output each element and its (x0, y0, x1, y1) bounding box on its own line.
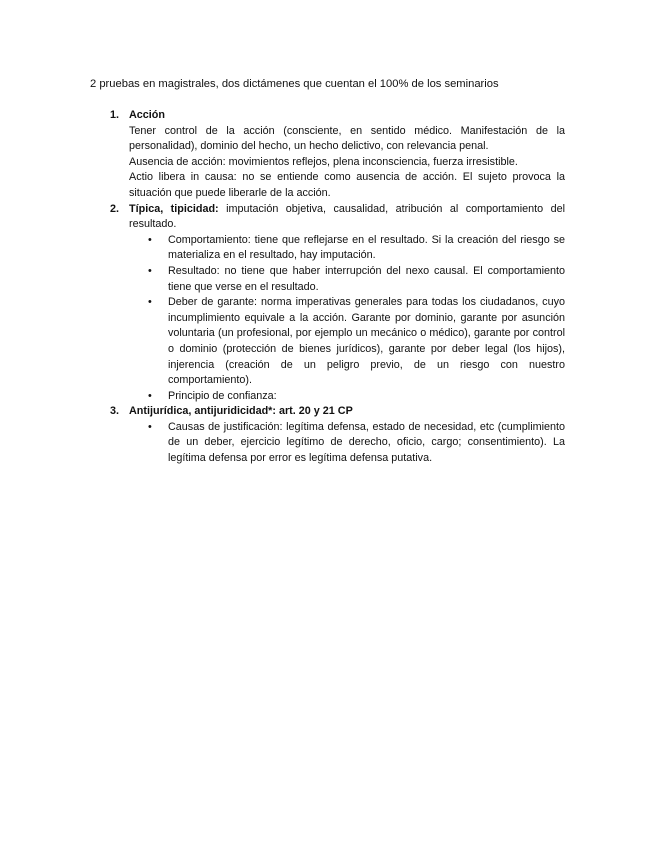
bullet-icon: • (148, 296, 152, 309)
section-accion (110, 108, 565, 202)
bullet-icon: • (148, 264, 152, 277)
section-heading: Acción (129, 109, 165, 121)
section-antijuridicidad (110, 404, 565, 466)
section-number: 2. (110, 202, 120, 215)
section-number: 1. (110, 109, 120, 121)
bullet-item (148, 295, 565, 389)
paragraph: Actio libera in causa: no se entiende como ausencia de acción. El sujeto provoca la situación que puede liberarle de la acción. (129, 171, 565, 199)
bullet-item (148, 233, 565, 264)
section-heading: Antijurídica, antijuridicidad*: art. 20 y 21 CP (129, 405, 353, 418)
bullet-text: Principio de confianza: (168, 389, 277, 402)
section-heading-tail: imputación objetiva, causalidad, atribución al comportamiento del resultado. (129, 202, 566, 231)
section-intro (129, 202, 565, 233)
bullet-text: Comportamiento: tiene que reflejarse en el resultado. Si la creación del riesgo se materializa en el resultado, hay imputación. (168, 233, 565, 262)
bullet-list (129, 233, 565, 405)
numbered-list (110, 108, 565, 467)
section-heading: Típica, tipicidad: (129, 202, 219, 215)
bullet-item (148, 389, 565, 405)
bullet-text: Causas de justificación: legítima defensa, estado de necesidad, etc (cumplimiento de un deber, ejercicio legítimo de derecho, oficio, cargo; consentimiento). La legítima defensa por error es legítima defensa putativa. (168, 420, 565, 465)
paragraph: Tener control de la acción (consciente, en sentido médico. Manifestación de la personalidad), dominio del hecho, un hecho delictivo, con relevancia penal. (129, 124, 565, 153)
bullet-item (148, 420, 565, 467)
bullet-icon: • (148, 389, 152, 402)
bullet-icon: • (148, 420, 152, 433)
intro-line: 2 pruebas en magistrales, dos dictámenes que cuentan el 100% de los seminarios (90, 78, 499, 90)
bullet-text: Deber de garante: norma imperativas generales para todas los ciudadanos, cuyo incumplimiento equivale a la acción. Garante por dominio, garante por asunción voluntaria (un profesional, por ejemplo un mecánico o médico), garante por control o dominio (protección de bienes jurídicos), garante por deber legal (los hijos), injerencia (creación de un peligro previo, de un riesgo con nuestro comportamiento). (168, 296, 565, 387)
section-number: 3. (110, 405, 120, 418)
paragraph: Ausencia de acción: movimientos reflejos, plena inconsciencia, fuerza irresistible. (129, 155, 518, 168)
section-tipicidad (110, 202, 565, 405)
bullet-item (148, 264, 565, 295)
bullet-text: Resultado: no tiene que haber interrupción del nexo causal. El comportamiento tiene que verse en el resultado. (168, 264, 565, 293)
bullet-list (129, 420, 565, 467)
bullet-icon: • (148, 233, 152, 246)
